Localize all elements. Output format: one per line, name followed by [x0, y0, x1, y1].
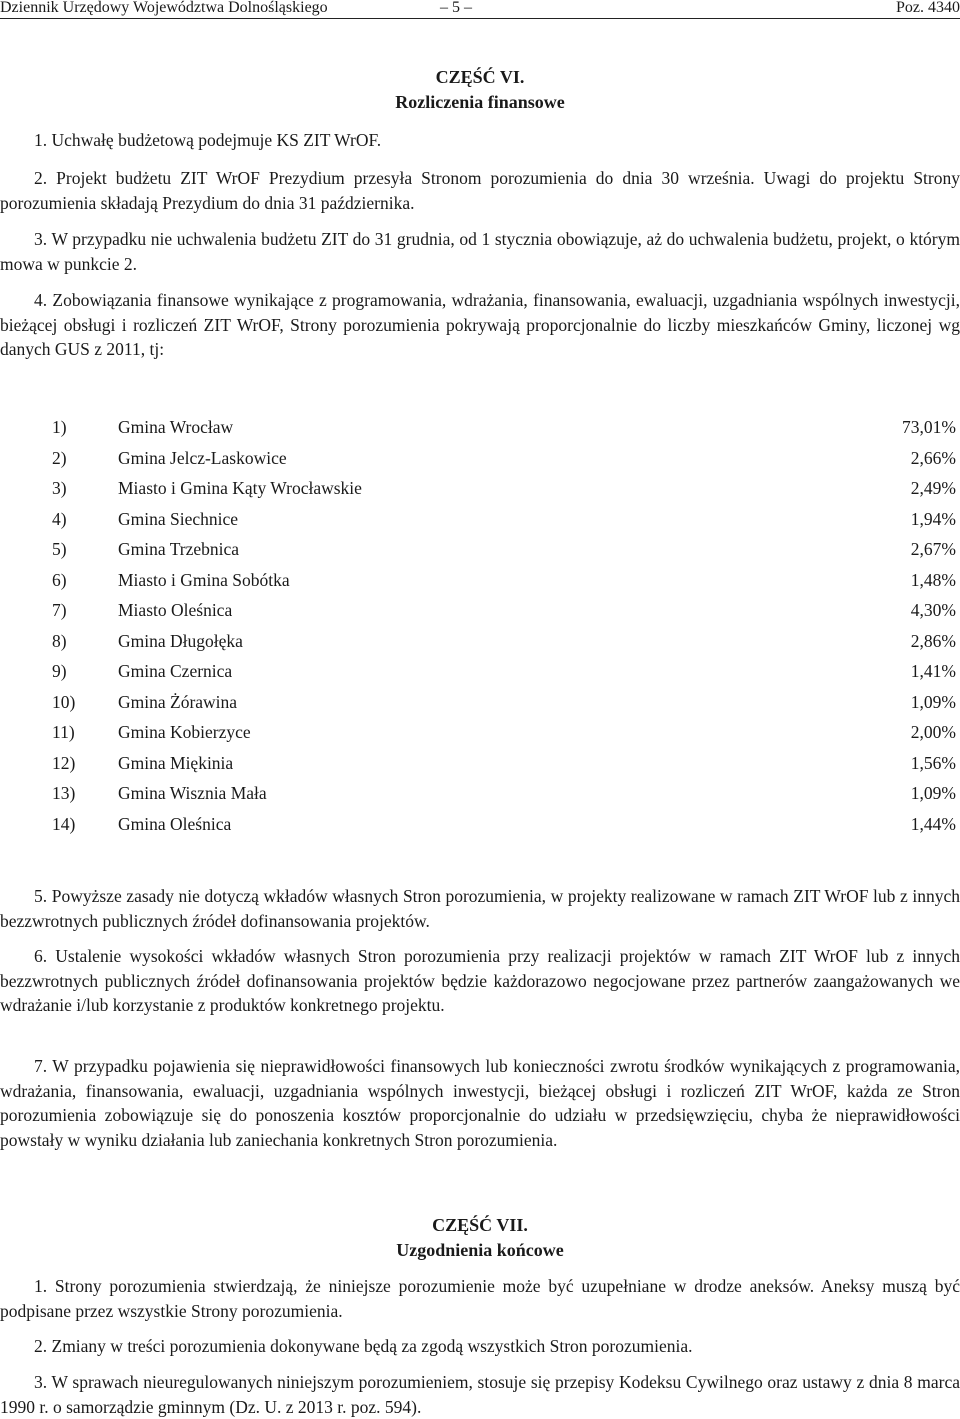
municipality-name: Gmina Żórawina [118, 691, 238, 712]
share-percentage: 1,48% [910, 569, 956, 590]
share-number: 12) [52, 752, 76, 773]
share-row [0, 748, 960, 779]
part6-paragraph-1: 1. Uchwałę budżetową podejmuje KS ZIT WrOF. [34, 130, 382, 150]
share-number: 1) [52, 417, 67, 437]
share-percentage: 73,01% [902, 417, 956, 437]
municipality-name: Gmina Kobierzyce [118, 722, 251, 742]
share-percentage: 1,44% [910, 813, 956, 834]
share-percentage: 2,66% [910, 447, 956, 468]
municipality-name: Gmina Długołęka [118, 630, 243, 651]
share-number: 4) [52, 508, 67, 529]
municipality-name: Gmina Miękinia [118, 752, 234, 773]
municipality-name: Gmina Wisznia Mała [118, 783, 267, 803]
share-percentage: 2,00% [910, 722, 956, 742]
share-percentage: 1,94% [910, 508, 956, 529]
share-row [0, 473, 960, 504]
share-number: 3) [52, 478, 67, 498]
share-number: 2) [52, 447, 67, 468]
share-row [0, 534, 960, 565]
share-percentage: 2,67% [910, 539, 956, 559]
journal-title: Dziennik Urzędowy Województwa Dolnośląskiego [0, 0, 328, 16]
share-percentage: 2,86% [910, 630, 956, 651]
municipality-name: Gmina Oleśnica [118, 813, 232, 834]
share-number: 10) [52, 691, 76, 712]
share-number: 8) [52, 630, 67, 651]
share-percentage: 2,49% [910, 478, 956, 498]
part7-paragraph-3: 3. W sprawach nieuregulowanych niniejszym porozumieniem, stosuje się przepisy Kodeksu Cywilnego oraz ustawy z dnia 8 marca 1990 r. o samorządzie gminnym (Dz. U. z 2013 r. poz. 594). [0, 1372, 960, 1417]
municipality-name: Gmina Wrocław [118, 417, 234, 437]
share-row [0, 565, 960, 596]
share-number: 11) [52, 722, 75, 742]
share-row [0, 717, 960, 748]
part6-subtitle: Rozliczenia finansowe [395, 92, 565, 112]
municipality-name: Miasto Oleśnica [118, 600, 233, 620]
part6-paragraph-7: 7. W przypadku pojawienia się nieprawidłowości finansowych lub konieczności zwrotu środków wynikających z programowania, wdrażania, finansowania, ewaluacji, uzgadniania wspólnych inwestycji, bieżącej obsługi i rozliczeń ZIT WrOF, każda ze Stron porozumienia zobowiązuje się do ponoszenia kosztów proporcjonalnie do udziału w przedsięwzięciu, chyba że nieprawidłowości powstały w wyniku działania lub zaniechania konkretnych Stron porozumienia. [0, 1056, 960, 1150]
share-row [0, 687, 960, 718]
share-number: 6) [52, 569, 67, 590]
share-percentage: 1,09% [910, 783, 956, 803]
share-percentage: 1,56% [910, 752, 956, 773]
part6-paragraph-4: 4. Zobowiązania finansowe wynikające z programowania, wdrażania, finansowania, ewaluacji, uzgadniania wspólnych inwestycji, bieżącej obsługi i rozliczeń ZIT WrOF, Strony porozumienia pokrywają proporcjonalnie do liczby mieszkańców Gminy, liczonej wg danych GUS z 2011, tj: [0, 290, 960, 359]
share-percentage: 1,41% [910, 661, 956, 681]
part6-title: CZĘŚĆ VI. [435, 67, 525, 87]
share-row [0, 626, 960, 657]
page-number: – 5 – [440, 0, 472, 16]
share-row [0, 443, 960, 474]
share-number: 9) [52, 661, 67, 681]
position-number: Poz. 4340 [896, 0, 960, 16]
part6-paragraph-6: 6. Ustalenie wysokości wkładów własnych Stron porozumienia przy realizacji projektów w ramach ZIT WrOF lub z innych bezzwrotnych publicznych źródeł dofinansowania projektów będzie każdorazowo negocjowane przez partnerów zaangażowanych we wdrażanie i/lub korzystanie z produktów konkretnego projektu. [0, 946, 960, 1015]
page-header [0, 0, 960, 19]
share-number: 14) [52, 813, 76, 834]
share-row [0, 778, 960, 809]
part6-paragraph-2: 2. Projekt budżetu ZIT WrOF Prezydium przesyła Stronom porozumienia do dnia 30 września. Uwagi do projektu Strony porozumienia składają Prezydium do dnia 31 października. [0, 168, 960, 213]
share-row [0, 412, 960, 443]
share-row [0, 504, 960, 535]
part7-title: CZĘŚĆ VII. [432, 1215, 528, 1235]
municipality-name: Gmina Czernica [118, 661, 233, 681]
share-row [0, 595, 960, 626]
part6-paragraph-5: 5. Powyższe zasady nie dotyczą wkładów własnych Stron porozumienia, w projekty realizowane w ramach ZIT WrOF lub z innych bezzwrotnych publicznych źródeł dofinansowania projektów. [0, 886, 960, 931]
share-percentage: 1,09% [910, 691, 956, 712]
municipality-name: Gmina Trzebnica [118, 539, 240, 559]
share-number: 13) [52, 783, 76, 803]
share-row [0, 809, 960, 840]
part7-subtitle: Uzgodnienia końcowe [396, 1240, 564, 1260]
share-number: 7) [52, 600, 67, 620]
municipality-share-list [0, 412, 960, 839]
municipality-name: Gmina Jelcz-Laskowice [118, 447, 287, 468]
share-row [0, 656, 960, 687]
municipality-name: Gmina Siechnice [118, 508, 239, 529]
municipality-name: Miasto i Gmina Kąty Wrocławskie [118, 478, 362, 498]
share-number: 5) [52, 539, 67, 559]
municipality-name: Miasto i Gmina Sobótka [118, 569, 290, 590]
share-percentage: 4,30% [910, 600, 956, 620]
part7-paragraph-1: 1. Strony porozumienia stwierdzają, że niniejsze porozumienie może być uzupełniane w drodze aneksów. Aneksy muszą być podpisane przez wszystkie Strony porozumienia. [0, 1276, 960, 1321]
part7-paragraph-2: 2. Zmiany w treści porozumienia dokonywane będą za zgodą wszystkich Stron porozumienia. [34, 1336, 693, 1356]
part6-paragraph-3: 3. W przypadku nie uchwalenia budżetu ZIT do 31 grudnia, od 1 stycznia obowiązuje, aż do uchwalenia budżetu, projekt, o którym mowa w punkcie 2. [0, 229, 960, 274]
